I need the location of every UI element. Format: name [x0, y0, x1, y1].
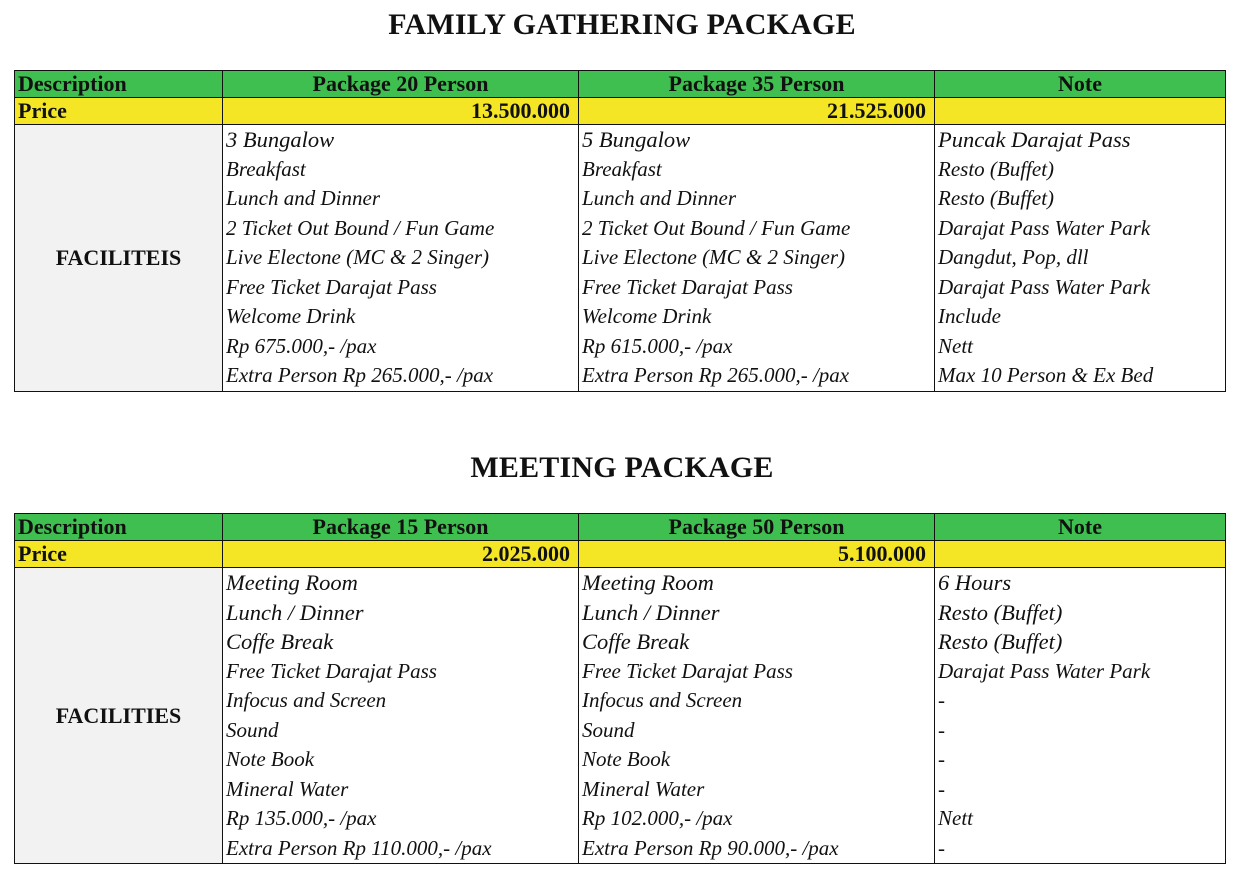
list-item: 2 Ticket Out Bound / Fun Game	[582, 215, 851, 240]
list-item: Free Ticket Darajat Pass	[582, 658, 793, 683]
list-item: Live Electone (MC & 2 Singer)	[226, 245, 490, 269]
family-facilities-row	[15, 125, 1226, 392]
list-item: Infocus and Screen	[582, 688, 743, 712]
meeting-header-package-15: Package 15 Person	[223, 514, 579, 541]
list-item: Note Book	[582, 747, 671, 771]
meeting-header-row	[15, 514, 1226, 541]
family-header-row	[15, 71, 1226, 98]
list-item: Live Electone (MC & 2 Singer)	[582, 245, 846, 269]
list-item: Resto (Buffet)	[938, 156, 1055, 181]
list-item: Coffe Break	[226, 629, 334, 654]
meeting-price-package-50: 5.100.000	[579, 541, 935, 568]
list-item: Extra Person Rp 265.000,- /pax	[226, 363, 494, 387]
list-item: Nett	[938, 806, 973, 830]
list-item: Puncak Darajat Pass	[938, 127, 1131, 152]
list-item: Mineral Water	[226, 776, 349, 801]
list-item: Darajat Pass Water Park	[938, 274, 1151, 299]
list-item: 3 Bungalow	[226, 127, 335, 152]
list-item: Extra Person Rp 265.000,- /pax	[582, 363, 850, 387]
list-item: Infocus and Screen	[226, 688, 387, 712]
list-item: Resto (Buffet)	[938, 186, 1055, 210]
meeting-package-title: MEETING PACKAGE	[470, 451, 774, 484]
list-item: -	[938, 688, 945, 712]
family-price-package-35: 21.525.000	[579, 98, 935, 125]
meeting-package-15-items	[223, 568, 579, 864]
list-item: Extra Person Rp 90.000,- /pax	[582, 835, 839, 860]
list-item: Rp 135.000,- /pax	[226, 806, 377, 830]
meeting-facilities-label: FACILITIES	[15, 568, 223, 864]
list-item: Rp 675.000,- /pax	[226, 333, 377, 358]
meeting-header-note: Note	[935, 514, 1226, 541]
family-header-note: Note	[935, 71, 1226, 98]
family-price-row	[15, 98, 1226, 125]
list-item: Rp 615.000,- /pax	[582, 333, 733, 358]
list-item: Lunch and Dinner	[226, 186, 380, 210]
meeting-header-description: Description	[15, 514, 223, 541]
list-item: Free Ticket Darajat Pass	[226, 274, 437, 299]
list-item: -	[938, 835, 945, 860]
list-item: Mineral Water	[582, 776, 705, 801]
list-item: Darajat Pass Water Park	[938, 215, 1151, 240]
list-item: Free Ticket Darajat Pass	[582, 274, 793, 299]
family-header-package-20: Package 20 Person	[223, 71, 579, 98]
meeting-facilities-row	[15, 568, 1226, 864]
list-item: Meeting Room	[226, 570, 358, 595]
family-package-35-items	[579, 125, 935, 392]
list-item: Resto (Buffet)	[938, 629, 1063, 654]
meeting-price-note	[935, 541, 1226, 568]
meeting-price-label: Price	[15, 541, 223, 568]
family-price-label: Price	[15, 98, 223, 125]
list-item: Lunch / Dinner	[582, 599, 720, 625]
family-package-title: FAMILY GATHERING PACKAGE	[388, 8, 856, 41]
list-item: Breakfast	[226, 156, 306, 181]
family-header-package-35: Package 35 Person	[579, 71, 935, 98]
list-item: Resto (Buffet)	[938, 599, 1063, 625]
family-header-description: Description	[15, 71, 223, 98]
list-item: Lunch and Dinner	[582, 186, 736, 210]
list-item: Max 10 Person & Ex Bed	[938, 363, 1154, 387]
list-item: Sound	[226, 717, 279, 742]
list-item: Sound	[582, 717, 635, 742]
list-item: 6 Hours	[938, 570, 1012, 595]
list-item: Lunch / Dinner	[226, 599, 364, 625]
family-package-20-items	[223, 125, 579, 392]
list-item: Note Book	[226, 747, 315, 771]
family-notes-items	[935, 125, 1226, 392]
list-item: Include	[938, 304, 1001, 328]
list-item: Free Ticket Darajat Pass	[226, 658, 437, 683]
list-item: Welcome Drink	[582, 304, 712, 328]
list-item: -	[938, 717, 945, 742]
list-item: -	[938, 776, 945, 801]
list-item: 2 Ticket Out Bound / Fun Game	[226, 215, 495, 240]
meeting-price-row	[15, 541, 1226, 568]
list-item: Welcome Drink	[226, 304, 356, 328]
list-item: Meeting Room	[582, 570, 714, 595]
list-item: 5 Bungalow	[582, 127, 691, 152]
list-item: Nett	[938, 333, 973, 358]
family-price-package-20: 13.500.000	[223, 98, 579, 125]
family-price-note	[935, 98, 1226, 125]
list-item: Extra Person Rp 110.000,- /pax	[226, 835, 492, 860]
meeting-package-table	[14, 513, 1226, 864]
meeting-price-package-15: 2.025.000	[223, 541, 579, 568]
list-item: Breakfast	[582, 156, 662, 181]
meeting-notes-items	[935, 568, 1226, 864]
list-item: -	[938, 747, 945, 771]
list-item: Rp 102.000,- /pax	[582, 806, 733, 830]
list-item: Darajat Pass Water Park	[938, 658, 1151, 683]
family-facilities-label: FACILITEIS	[15, 125, 223, 392]
list-item: Dangdut, Pop, dll	[938, 245, 1089, 269]
meeting-package-50-items	[579, 568, 935, 864]
family-package-table	[14, 70, 1226, 392]
meeting-header-package-50: Package 50 Person	[579, 514, 935, 541]
list-item: Coffe Break	[582, 629, 690, 654]
